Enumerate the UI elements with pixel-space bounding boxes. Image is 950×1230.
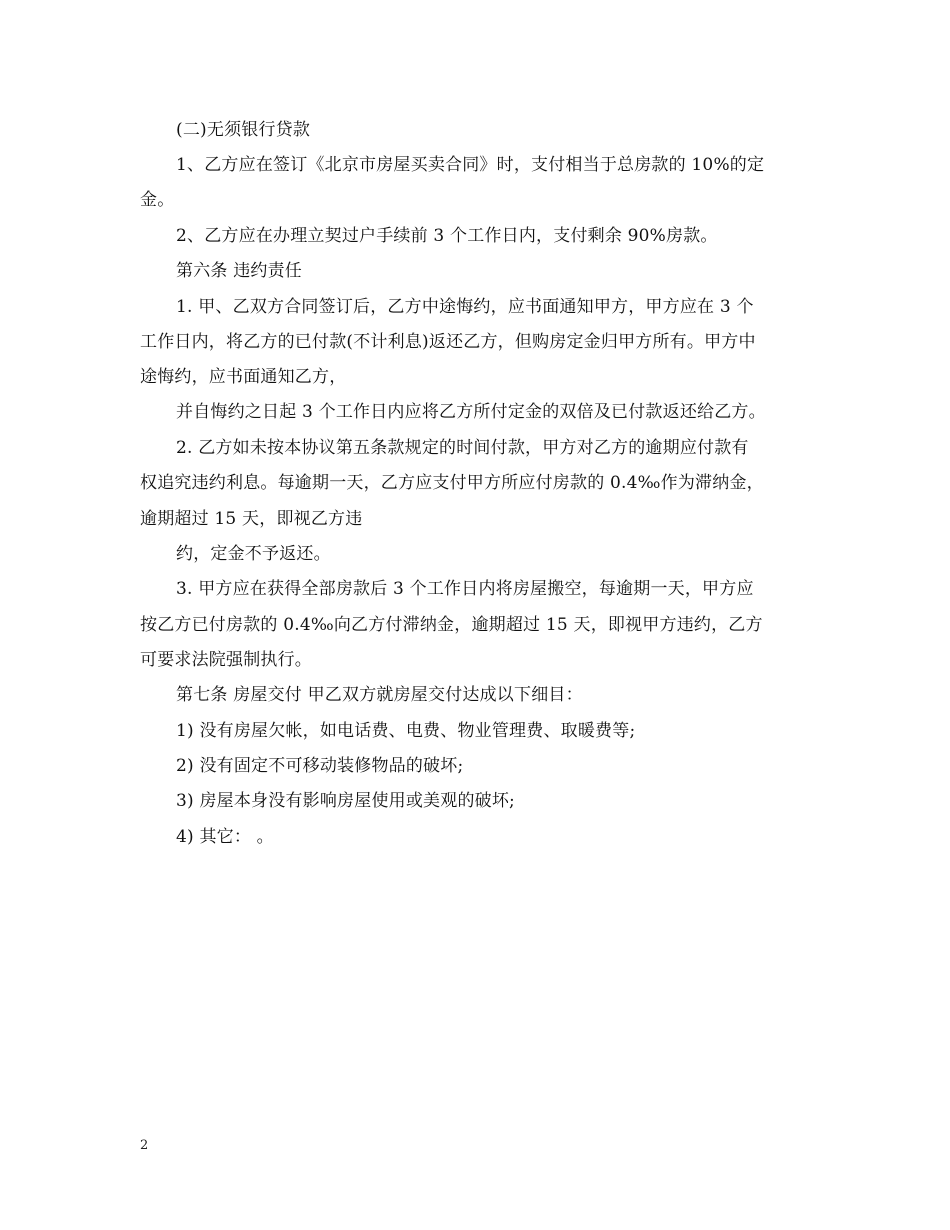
paragraph-line: 途悔约，应书面通知乙方， xyxy=(140,367,347,387)
paragraph-line: 1、乙方应在签订《北京市房屋买卖合同》时，支付相当于总房款的 10%的定 xyxy=(176,155,765,175)
paragraph-line: 逾期超过 15 天，即视乙方违 xyxy=(140,509,363,529)
paragraph-line: 可要求法院强制执行。 xyxy=(140,650,312,670)
paragraph-line: 2、乙方应在办理立契过户手续前 3 个工作日内，支付剩余 90%房款。 xyxy=(176,226,718,246)
section-heading: 第七条 房屋交付 甲乙双方就房屋交付达成以下细目： xyxy=(176,685,583,705)
paragraph-line: 按乙方已付房款的 0.4‰向乙方付滞纳金，逾期超过 15 天，即视甲方违约，乙方 xyxy=(140,615,763,635)
paragraph-line: 1. 甲、乙双方合同签订后，乙方中途悔约，应书面通知甲方，甲方应在 3 个 xyxy=(176,297,754,317)
page-number: 2 xyxy=(140,1138,149,1153)
paragraph-line: 约，定金不予返还。 xyxy=(176,544,331,564)
paragraph-line: (二)无须银行贷款 xyxy=(176,120,311,140)
paragraph-line: 3. 甲方应在获得全部房款后 3 个工作日内将房屋搬空，每逾期一天，甲方应 xyxy=(176,579,754,599)
paragraph-line: 金。 xyxy=(140,190,175,210)
paragraph-line: 工作日内，将乙方的已付款(不计利息)返还乙方，但购房定金归甲方所有。甲方中 xyxy=(140,332,756,352)
list-item: 4) 其它： 。 xyxy=(176,827,274,847)
list-item: 2) 没有固定不可移动装修物品的破坏; xyxy=(176,756,464,776)
list-item: 1) 没有房屋欠帐，如电话费、电费、物业管理费、取暖费等; xyxy=(176,721,636,741)
list-item: 3) 房屋本身没有影响房屋使用或美观的破坏; xyxy=(176,791,515,811)
paragraph-line: 并自悔约之日起 3 个工作日内应将乙方所付定金的双倍及已付款返还给乙方。 xyxy=(176,402,766,422)
section-heading: 第六条 违约责任 xyxy=(176,261,303,281)
paragraph-line: 权追究违约利息。每逾期一天，乙方应支付甲方所应付房款的 0.4‰作为滞纳金， xyxy=(140,473,764,493)
paragraph-line: 2. 乙方如未按本协议第五条款规定的时间付款，甲方对乙方的逾期应付款有 xyxy=(176,438,749,458)
